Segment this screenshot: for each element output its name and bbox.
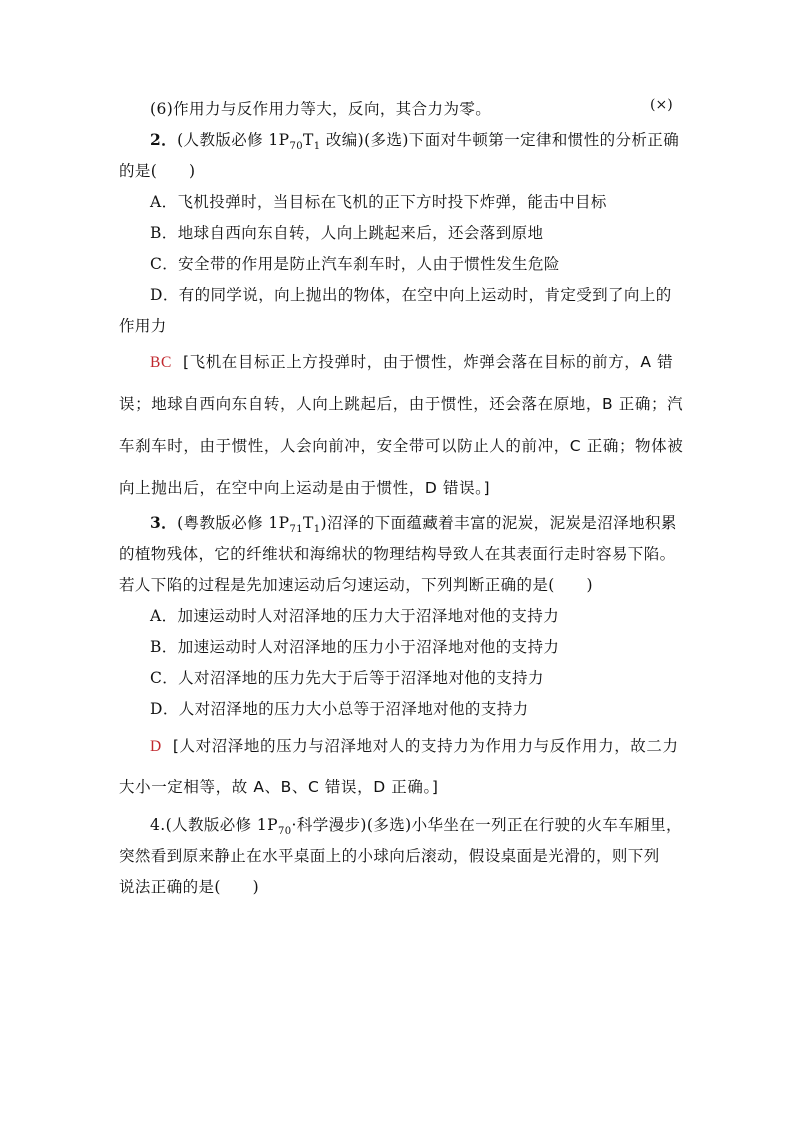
question-3-source: (粤教版必修 $1P_{71}T_1$) bbox=[177, 514, 327, 536]
question-4-stem-cont-2: 说法正确的是( ) bbox=[119, 878, 260, 896]
question-2-option-b: B．地球自西向东自转，人向上跳起来后，还会落到原地 bbox=[150, 224, 544, 242]
question-3-explanation-line-2: 大小一定相等，故 A、B、C 错误，D 正确。] bbox=[119, 778, 439, 796]
question-4-stem-cont-1: 突然看到原来静止在水平桌面上的小球向后滚动，假设桌面是光滑的，则下列 bbox=[119, 847, 660, 865]
question-2-explanation-line-2: 误；地球自西向东自转，人向上跳起后，由于惯性，还会落在原地，B 正确；汽 bbox=[119, 395, 684, 413]
question-2-option-a: A．飞机投弹时，当目标在飞机的正下方时投下炸弹，能击中目标 bbox=[150, 193, 607, 211]
question-2-explanation-line-1: [飞机在目标正上方投弹时，由于惯性，炸弹会落在目标的前方，A 错 bbox=[182, 353, 674, 371]
question-4-stem bbox=[150, 813, 682, 837]
question-4-source: (人教版必修 $1P_{70}\cdot$科学漫步) bbox=[165, 816, 367, 838]
question-3-option-c: C．人对沼泽地的压力先大于后等于沼泽地对他的支持力 bbox=[150, 669, 544, 687]
question-3-stem bbox=[150, 511, 677, 535]
question-2-answer bbox=[150, 350, 673, 372]
question-3-answer-key: D bbox=[150, 738, 162, 755]
question-2-explanation-line-3: 车刹车时，由于惯性，人会向前冲，安全带可以防止人的前冲，C 正确；物体被 bbox=[119, 437, 684, 455]
question-2-answer-key: BC bbox=[150, 354, 172, 371]
question-2-source: (人教版必修 $1P_{70}T_1$ 改编) bbox=[177, 131, 365, 153]
question-4-text: (多选)小华坐在一列正在行驶的火车车厢里， bbox=[366, 816, 682, 834]
question-2-option-d: D．有的同学说，向上抛出的物体，在空中向上运动时，肯定受到了向上的 bbox=[150, 286, 672, 304]
question-2-explanation-line-4: 向上抛出后，在空中向上运动是由于惯性，D 错误。] bbox=[119, 479, 491, 497]
question-3-option-b: B．加速运动时人对沼泽地的压力小于沼泽地对他的支持力 bbox=[150, 638, 560, 656]
question-2-stem-cont: 的是( ) bbox=[119, 162, 196, 180]
question-2-stem bbox=[150, 128, 679, 152]
question-2-number: 2． bbox=[150, 130, 178, 149]
question-4-number: 4. bbox=[150, 816, 166, 834]
question-2-option-c: C．安全带的作用是防止汽车刹车时，人由于惯性发生危险 bbox=[150, 255, 560, 273]
question-3-text: 沼泽的下面蕴藏着丰富的泥炭，泥炭是沼泽地积累 bbox=[326, 514, 677, 532]
question-3-answer bbox=[150, 734, 679, 756]
statement-6-mark: (×) bbox=[650, 97, 673, 113]
question-3-option-a: A．加速运动时人对沼泽地的压力大于沼泽地对他的支持力 bbox=[150, 607, 560, 625]
question-3-number: 3． bbox=[150, 513, 178, 532]
question-2-option-d-cont: 作用力 bbox=[119, 317, 167, 335]
question-3-stem-cont-2: 若人下陷的过程是先加速运动后匀速运动，下列判断正确的是( ) bbox=[119, 576, 593, 594]
statement-6-text: (6)作用力与反作用力等大，反向，其合力为零。 bbox=[150, 100, 492, 118]
question-3-stem-cont-1: 的植物残体，它的纤维状和海绵状的物理结构导致人在其表面行走时容易下陷。 bbox=[119, 545, 676, 563]
question-3-option-d: D．人对沼泽地的压力大小总等于沼泽地对他的支持力 bbox=[150, 700, 529, 718]
question-2-text: (多选)下面对牛顿第一定律和惯性的分析正确 bbox=[364, 131, 680, 149]
question-3-explanation-line-1: [人对沼泽地的压力与沼泽地对人的支持力为作用力与反作用力，故二力 bbox=[172, 737, 679, 755]
statement-6 bbox=[150, 97, 491, 119]
